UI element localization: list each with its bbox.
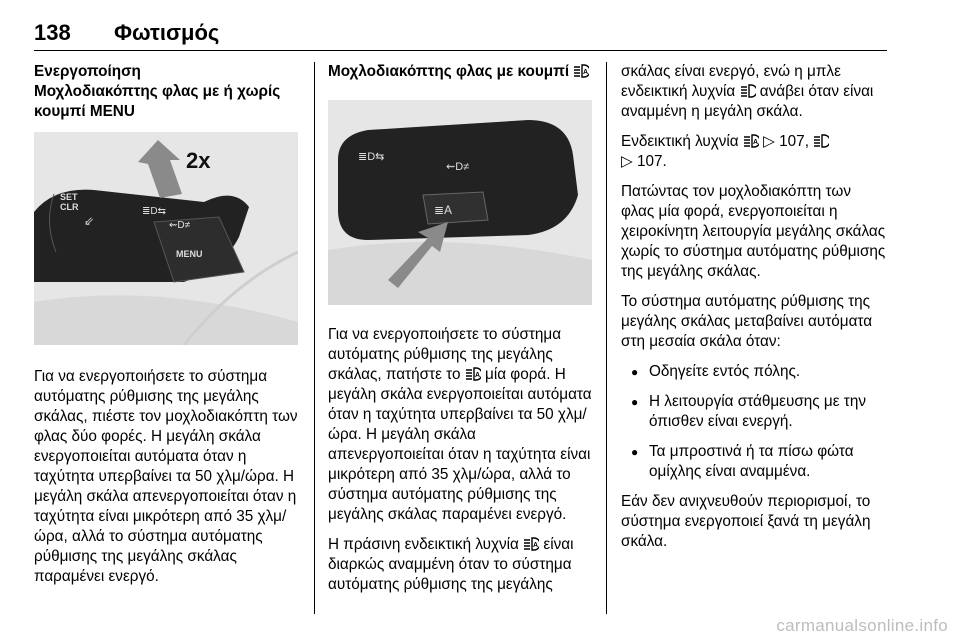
lever-illustration-button xyxy=(328,100,592,305)
svg-text:⇜D≠: ⇜D≠ xyxy=(169,220,191,231)
svg-text:A: A xyxy=(474,372,480,379)
svg-text:CLR: CLR xyxy=(60,202,79,212)
page-number: 138 xyxy=(34,20,71,45)
auto-high-beam-icon xyxy=(573,64,589,78)
svg-text:A: A xyxy=(752,139,758,146)
menu-label: MENU xyxy=(176,249,203,259)
high-beam-icon xyxy=(740,84,756,98)
section-heading: Ενεργοποίηση xyxy=(34,63,141,80)
text: μία φορά. Η μεγάλη σκάλα ενεργοποιείται αυτόματα όταν η ταχύτητα υπερβαίνει τα 50 χλμ/ώρα. Η μεγάλη σκάλα απενεργοποιείται όταν η ταχύτητα είναι μικρότερη από 35 χλμ/ώρα, αλλά το σύστημα αυτόματης ρύθμισης της μεγάλης σκάλας παραμένει ενεργό. xyxy=(328,366,592,523)
lever-drawing xyxy=(328,100,592,305)
header-rule xyxy=(34,50,887,51)
paragraph: Εάν δεν ανιχνευθούν περιορισμοί, το σύστημα ενεργοποιεί ξανά τη μεγάλη σκάλα. xyxy=(621,493,871,550)
page-title: Φωτισμός xyxy=(114,20,220,45)
text: Η πράσινη ενδεικτική λυχνία xyxy=(328,536,519,553)
high-beam-icon xyxy=(813,134,829,148)
column-1 xyxy=(34,62,299,597)
heading-text: Μοχλοδιακόπτης φλας με κουμπί xyxy=(328,63,570,80)
svg-text:⇜D≠: ⇜D≠ xyxy=(446,161,470,173)
lever-drawing xyxy=(34,132,298,345)
list-item: ● Οδηγείτε εντός πόλης. xyxy=(621,362,887,382)
svg-text:A: A xyxy=(533,542,539,549)
text: ανάβει όταν είναι αναμμένη η μεγάλη σκάλα. xyxy=(621,83,874,120)
count-label: 2x xyxy=(186,148,211,173)
watermark: carmanualsonline.info xyxy=(776,616,948,635)
paragraph xyxy=(621,132,887,172)
text: Ενδεικτική λυχνία xyxy=(621,133,739,150)
svg-text:A: A xyxy=(583,69,589,76)
auto-high-beam-icon xyxy=(465,367,481,381)
paragraph xyxy=(328,535,592,595)
column-divider xyxy=(606,62,607,614)
condition-list xyxy=(621,362,887,482)
subsection-heading: Μοχλοδιακόπτης φλας με ή χωρίς κουμπί MENU xyxy=(34,83,281,120)
auto-high-beam-icon xyxy=(743,134,759,148)
paragraph xyxy=(621,62,887,122)
svg-text:≣D⇆: ≣D⇆ xyxy=(358,151,385,163)
page-reference-link[interactable]: 107. xyxy=(637,153,667,170)
paragraph: Πατώντας τον μοχλοδιακόπτη των φλας μία φορά, ενεργοποιείται η χειροκίνητη λειτουργία μεγάλης σκάλας χωρίς το σύστημα αυτόματης ρύθμισης της μεγάλης σκάλας. xyxy=(621,183,886,280)
text: είναι διαρκώς αναμμένη όταν το σύστημα αυτόματης ρύθμισης της μεγάλης xyxy=(328,536,574,593)
list-item: ● Τα μπροστινά ή τα πίσω φώτα ομίχλης είναι αναμμένα. xyxy=(621,442,887,482)
paragraph: Το σύστημα αυτόματης ρύθμισης της μεγάλης σκάλας μεταβαίνει αυτόματα στη μεσαία σκάλα όταν: xyxy=(621,293,873,350)
svg-text:⇙: ⇙ xyxy=(84,214,95,228)
paragraph xyxy=(328,325,592,525)
text: Για να ενεργοποιήσετε το σύστημα αυτόματης ρύθμισης της μεγάλης σκάλας, πατήστε το xyxy=(328,326,562,383)
page-reference-arrow-icon: ▷ xyxy=(621,153,633,170)
auto-high-beam-icon xyxy=(523,537,539,551)
page-reference-link[interactable]: 107, xyxy=(779,133,809,150)
column-3 xyxy=(621,62,887,562)
page-reference-arrow-icon: ▷ xyxy=(763,133,775,150)
column-2 xyxy=(328,62,592,605)
paragraph: Για να ενεργοποιήσετε το σύστημα αυτόματης ρύθμισης της μεγάλης σκάλας, πιέστε τον μοχλοδιακόπτη των φλας δύο φορές. Η μεγάλη σκάλα ενεργοποιείται αυτόματα όταν η ταχύτητα υπερβαίνει τα 50 χλμ/ώρα. Η μεγάλη σκάλα απενεργοποιείται όταν η ταχύτητα είναι μικρότερη από 35 χλμ/ώρα, αλλά το σύστημα αυτόματης ρύθμισης της μεγάλης σκάλας παραμένει ενεργό. xyxy=(34,368,298,585)
column-divider xyxy=(314,62,315,614)
svg-text:≣D⇆: ≣D⇆ xyxy=(142,206,166,217)
svg-text:≣A: ≣A xyxy=(434,203,453,217)
lever-illustration-menu xyxy=(34,132,298,345)
svg-text:SET: SET xyxy=(60,192,78,202)
text: σκάλας είναι ενεργό, ενώ η μπλε ενδεικτική λυχνία xyxy=(621,63,841,100)
list-item: ● Η λειτουργία στάθμευσης με την όπισθεν είναι ενεργή. xyxy=(621,392,887,432)
section-heading xyxy=(328,62,592,82)
